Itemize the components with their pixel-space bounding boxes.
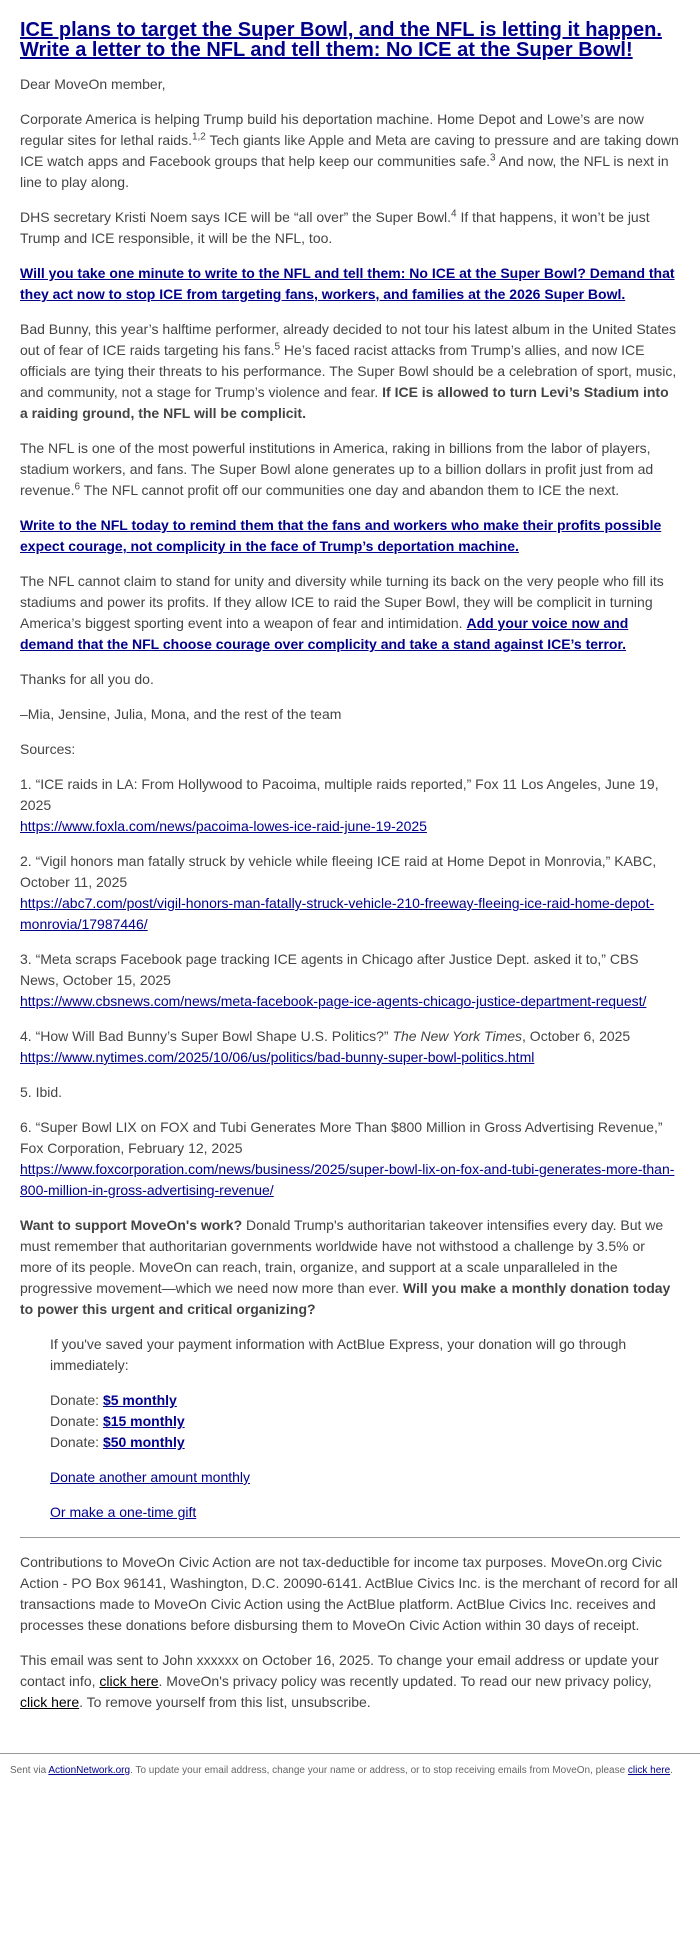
paragraph-1: Corporate America is helping Trump build his deportation machine. Home Depot and Lowe’s are now regular sites for lethal raids.$^{1,2}$ Tech giants like Apple and Meta are caving to pressure and are taking down ICE watch apps and Facebook groups that help keep our communities safe.$^3$ And now, the NFL is next in line to play along.: [20, 111, 679, 190]
legal-disclaimer: Contributions to MoveOn Civic Action are not tax-deductible for income tax purposes. MoveOn.org Civic Action - PO Box 96141, Washington, D.C. 20090-6141. ActBlue Civics Inc. is the merchant of record for all transactions made to MoveOn Civic Action using the ActBlue platform. ActBlue Civics Inc. receives and processes these donations before disbursing them to MoveOn Civic Action within 30 days of receipt.: [20, 1554, 678, 1633]
privacy-policy-link[interactable]: click here: [20, 1694, 80, 1710]
emphasis-text: If ICE is allowed to turn Levi’s Stadium into a raiding ground, the NFL will be complicit.: [20, 384, 669, 421]
footnote-ref: 1,2: [191, 131, 206, 143]
source-item: 2. “Vigil honors man fatally struck by vehicle while fleeing ICE raid at Home Depot in Monrovia,” KABC, October 11, 2025 https://abc7.com/post/vigil-honors-man-fatally-struck-vehicle-210-freeway-fleeing-ice-raid-home-depot-monrovia/17987446/: [20, 853, 657, 932]
paragraph-3: Bad Bunny, this year’s halftime performer, already decided to not tour his latest album in the United States out of fear of ICE raids targeting his fans.$^5$ He’s faced racist attacks from Trump’s allies, and now ICE officials are tying their threats to his performance. The Super Bowl should be a celebration of sport, music, and community, not a stage for Trump’s violence and fear. If ICE is allowed to turn Levi’s Stadium into a raiding ground, the NFL will be complicit.: [20, 321, 677, 421]
source-item: 1. “ICE raids in LA: From Hollywood to Pacoima, multiple raids reported,” Fox 11 Los Angeles, June 19, 2025 https://www.foxla.com/news/pacoima-lowes-ice-raid-june-19-2025: [20, 776, 659, 834]
donation-section: [20, 1334, 680, 1523]
footnote-ref: 3: [490, 152, 496, 164]
cta-paragraph-2: [20, 515, 680, 557]
source-link[interactable]: https://www.foxcorporation.com/news/business/2025/super-bowl-lix-on-fox-and-tubi-generates-more-than-800-million-in-gross-advertising-revenue/: [20, 1161, 675, 1198]
donate-50-monthly-link[interactable]: $50 monthly: [102, 1434, 185, 1450]
thanks-text: Thanks for all you do.: [20, 671, 154, 687]
donation-options: [50, 1390, 680, 1453]
cta-paragraph-1: [20, 263, 680, 305]
donate-other-row: [50, 1467, 680, 1488]
source-item: 3. “Meta scraps Facebook page tracking ICE agents in Chicago after Justice Dept. asked it to,” CBS News, October 15, 2025 https://www.cbsnews.com/news/meta-facebook-page-ice-agents-chicago-justice-department-request/: [20, 951, 647, 1009]
paragraph-4: The NFL is one of the most powerful institutions in America, raking in billions from the labor of players, stadium workers, and fans. The Super Bowl alone generates up to a billion dollars in profit just from ad revenue.$^6$ The NFL cannot profit off our communities one day and abandon them to ICE the next.: [20, 440, 654, 498]
actblue-note: If you've saved your payment information with ActBlue Express, your donation will go through immediately:: [50, 1336, 627, 1373]
donation-row: Donate: $5 monthly: [50, 1392, 177, 1408]
footer-bar: Sent via ActionNetwork.org. To update your email address, change your name or address, or to stop receiving emails from MoveOn, please click here.: [0, 1753, 700, 1788]
sent-to-notice: This email was sent to John xxxxxx on October 16, 2025. To change your email address or update your contact info, click here. MoveOn's privacy policy was recently updated. To read our new privacy policy, click here. To remove yourself from this list, unsubscribe.: [20, 1652, 659, 1710]
cta-link-write-nfl-today[interactable]: Write to the NFL today to remind them that the fans and workers who make their profits possible expect courage, not complicity in the face of Trump’s deportation machine.: [20, 517, 662, 554]
paragraph-2: DHS secretary Kristi Noem says ICE will be “all over” the Super Bowl.$^4$ If that happens, it won’t be just Trump and ICE responsible, it will be the NFL, too.: [20, 208, 650, 246]
greeting: Dear MoveOn member,: [20, 76, 166, 92]
source-item: 6. “Super Bowl LIX on FOX and Tubi Generates More Than $800 Million in Gross Advertising Revenue,” Fox Corporation, February 12, 2025 https://www.foxcorporation.com/news/business/2025/super-bowl-lix-on-fox-and-tubi-generates-more-than-800-million-in-gross-advertising-revenue/: [20, 1119, 675, 1198]
source-item: 4. “How Will Bad Bunny’s Super Bowl Shape U.S. Politics?” The New York Times, October 6, 2025 https://www.nytimes.com/2025/10/06/us/politics/bad-bunny-super-bowl-politics.html: [20, 1028, 631, 1065]
headline-link[interactable]: ICE plans to target the Super Bowl, and the NFL is letting it happen. Write a letter to the NFL and tell them: No ICE at the Super Bowl!: [20, 19, 662, 61]
donate-15-monthly-link[interactable]: $15 monthly: [102, 1413, 185, 1429]
source-link[interactable]: https://www.cbsnews.com/news/meta-facebook-page-ice-agents-chicago-justice-department-request/: [20, 993, 647, 1009]
donate-other-amount-link[interactable]: Donate another amount monthly: [50, 1469, 251, 1485]
donation-row: Donate: $50 monthly: [50, 1434, 185, 1450]
footnote-ref: 5: [274, 341, 281, 353]
unsubscribe-link[interactable]: click here: [627, 1765, 671, 1776]
footnote-ref: 4: [451, 208, 457, 220]
footnote-ref: 6: [74, 481, 81, 493]
publication-name: The New York Times: [392, 1028, 523, 1044]
divider: [20, 1537, 680, 1538]
sources-label: Sources:: [20, 741, 76, 757]
donation-row: Donate: $15 monthly: [50, 1413, 185, 1429]
signoff-text: –Mia, Jensine, Julia, Mona, and the rest of the team: [20, 706, 342, 722]
paragraph-5: The NFL cannot claim to stand for unity and diversity while turning its back on the very people who fill its stadiums and power its profits. If they allow ICE to raid the Super Bowl, they will be complicit in turning America’s biggest sporting event into a weapon of fear and intimidation. Add your voice now and demand that the NFL choose courage over complicity and take a stand against ICE’s terror.: [20, 573, 664, 652]
source-link[interactable]: https://abc7.com/post/vigil-honors-man-fatally-struck-vehicle-210-freeway-fleeing-ice-raid-home-depot-monrovia/17987446/: [20, 895, 655, 932]
cta-link-add-voice[interactable]: Add your voice now and demand that the NFL choose courage over complicity and take a stand against ICE’s terror.: [20, 615, 629, 652]
donate-5-monthly-link[interactable]: $5 monthly: [102, 1392, 177, 1408]
source-link[interactable]: https://www.nytimes.com/2025/10/06/us/politics/bad-bunny-super-bowl-politics.html: [20, 1049, 535, 1065]
support-paragraph: Want to support MoveOn's work? Donald Trump's authoritarian takeover intensifies every day. But we must remember that authoritarian governments worldwide have not withstood a challenge by 3.5% or more of its people. MoveOn can reach, train, organize, and support at a scale unparalleled in the progressive movement—which we need now more than ever. Will you make a monthly donation today to power this urgent and critical organizing?: [20, 1217, 671, 1317]
update-contact-link[interactable]: click here: [99, 1673, 159, 1689]
cta-link-write-nfl[interactable]: Will you take one minute to write to the NFL and tell them: No ICE at the Super Bowl? Demand that they act now to stop ICE from targeting fans, workers, and families at the 2026 Super Bowl.: [20, 265, 675, 302]
actionnetwork-link[interactable]: ActionNetwork.org: [48, 1765, 131, 1776]
source-item: 5. Ibid.: [20, 1084, 63, 1100]
one-time-row: [50, 1502, 680, 1523]
one-time-gift-link[interactable]: Or make a one-time gift: [50, 1504, 197, 1520]
source-link[interactable]: https://www.foxla.com/news/pacoima-lowes-ice-raid-june-19-2025: [20, 818, 427, 834]
